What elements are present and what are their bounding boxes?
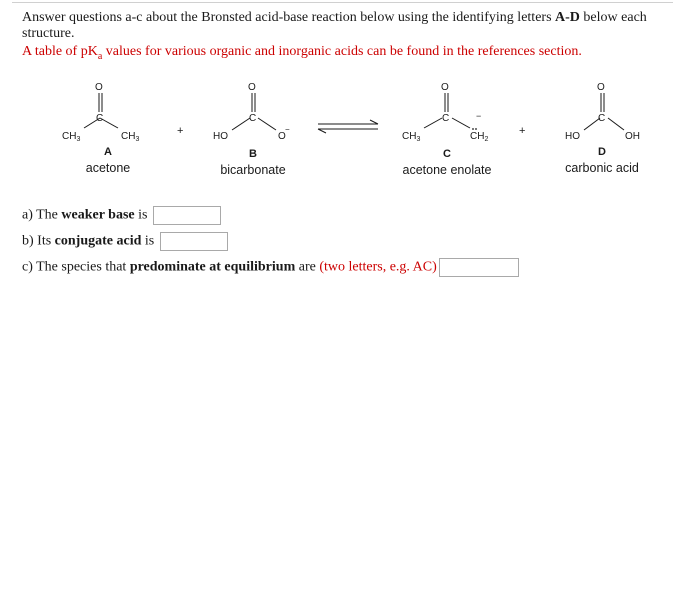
question-c-text: c) The species that [22, 259, 130, 275]
question-a-bold: weaker base [61, 207, 135, 223]
equilibrium-arrow-icon [318, 120, 378, 133]
question-a-text: a) The [22, 207, 62, 223]
label-name-carbonic-acid: carbonic acid [565, 161, 639, 175]
atom-o-minus: O [278, 131, 286, 142]
atom-c: C [442, 113, 450, 124]
atom-o: O [441, 82, 449, 93]
group-left: $CH_3$ [402, 131, 421, 143]
group-left: HO [213, 131, 228, 142]
label-letter-c: C [443, 148, 451, 160]
question-a-text-end: is [134, 207, 148, 223]
label-letter-a: A [104, 146, 112, 158]
answer-b-input[interactable] [160, 232, 228, 251]
label-name-acetone-enolate: acetone enolate [402, 163, 492, 177]
group-right: $CH_3$ [121, 131, 140, 143]
atom-c: C [598, 113, 606, 124]
ref-text-end: values for various organic and inorganic acids can be found in the references section. [102, 44, 582, 59]
answer-a-input[interactable] [153, 206, 221, 225]
molecule-d [565, 82, 640, 142]
plus-sign: + [177, 125, 184, 137]
question-b-bold: conjugate acid [54, 233, 142, 249]
question-c-hint: (two letters, e.g. AC) [319, 259, 437, 275]
charge: − [476, 111, 482, 121]
molecule-c [402, 82, 488, 143]
group-right: OH [625, 131, 640, 142]
ref-text: A table of pK [22, 44, 98, 59]
atom-c: C [249, 113, 257, 124]
instructions-text: Answer questions a-c about the Bronsted acid-base reaction below using the identifying letters [22, 10, 556, 25]
question-b [22, 232, 228, 251]
group-left: $CH_3$ [62, 131, 81, 143]
group-left: HO [565, 131, 580, 142]
label-letter-b: B [249, 148, 257, 160]
question-a [22, 206, 221, 225]
atom-o: O [248, 82, 256, 93]
label-name-acetone: acetone [85, 161, 131, 175]
atom-o: O [597, 82, 605, 93]
question-c [22, 258, 519, 277]
group-right: $CH_2$ [470, 131, 489, 143]
atom-c: C [96, 113, 104, 124]
charge: − [285, 125, 290, 134]
atom-o: O [95, 82, 103, 93]
ref-sub: a [97, 50, 103, 62]
question-c-bold: predominate at equilibrium [129, 259, 296, 275]
answer-c-input[interactable] [439, 258, 519, 277]
question-b-text: b) Its [22, 233, 55, 249]
question-b-text-end: is [141, 233, 155, 249]
instructions-text-end: below each structure. [22, 10, 647, 41]
instructions-letters: A-D [555, 10, 580, 25]
molecule-b [213, 82, 290, 142]
plus-sign: + [519, 125, 526, 137]
label-name-bicarbonate: bicarbonate [220, 163, 286, 177]
question-c-text-mid: are [295, 259, 320, 275]
label-letter-d: D [598, 146, 606, 158]
molecule-a [62, 82, 139, 143]
